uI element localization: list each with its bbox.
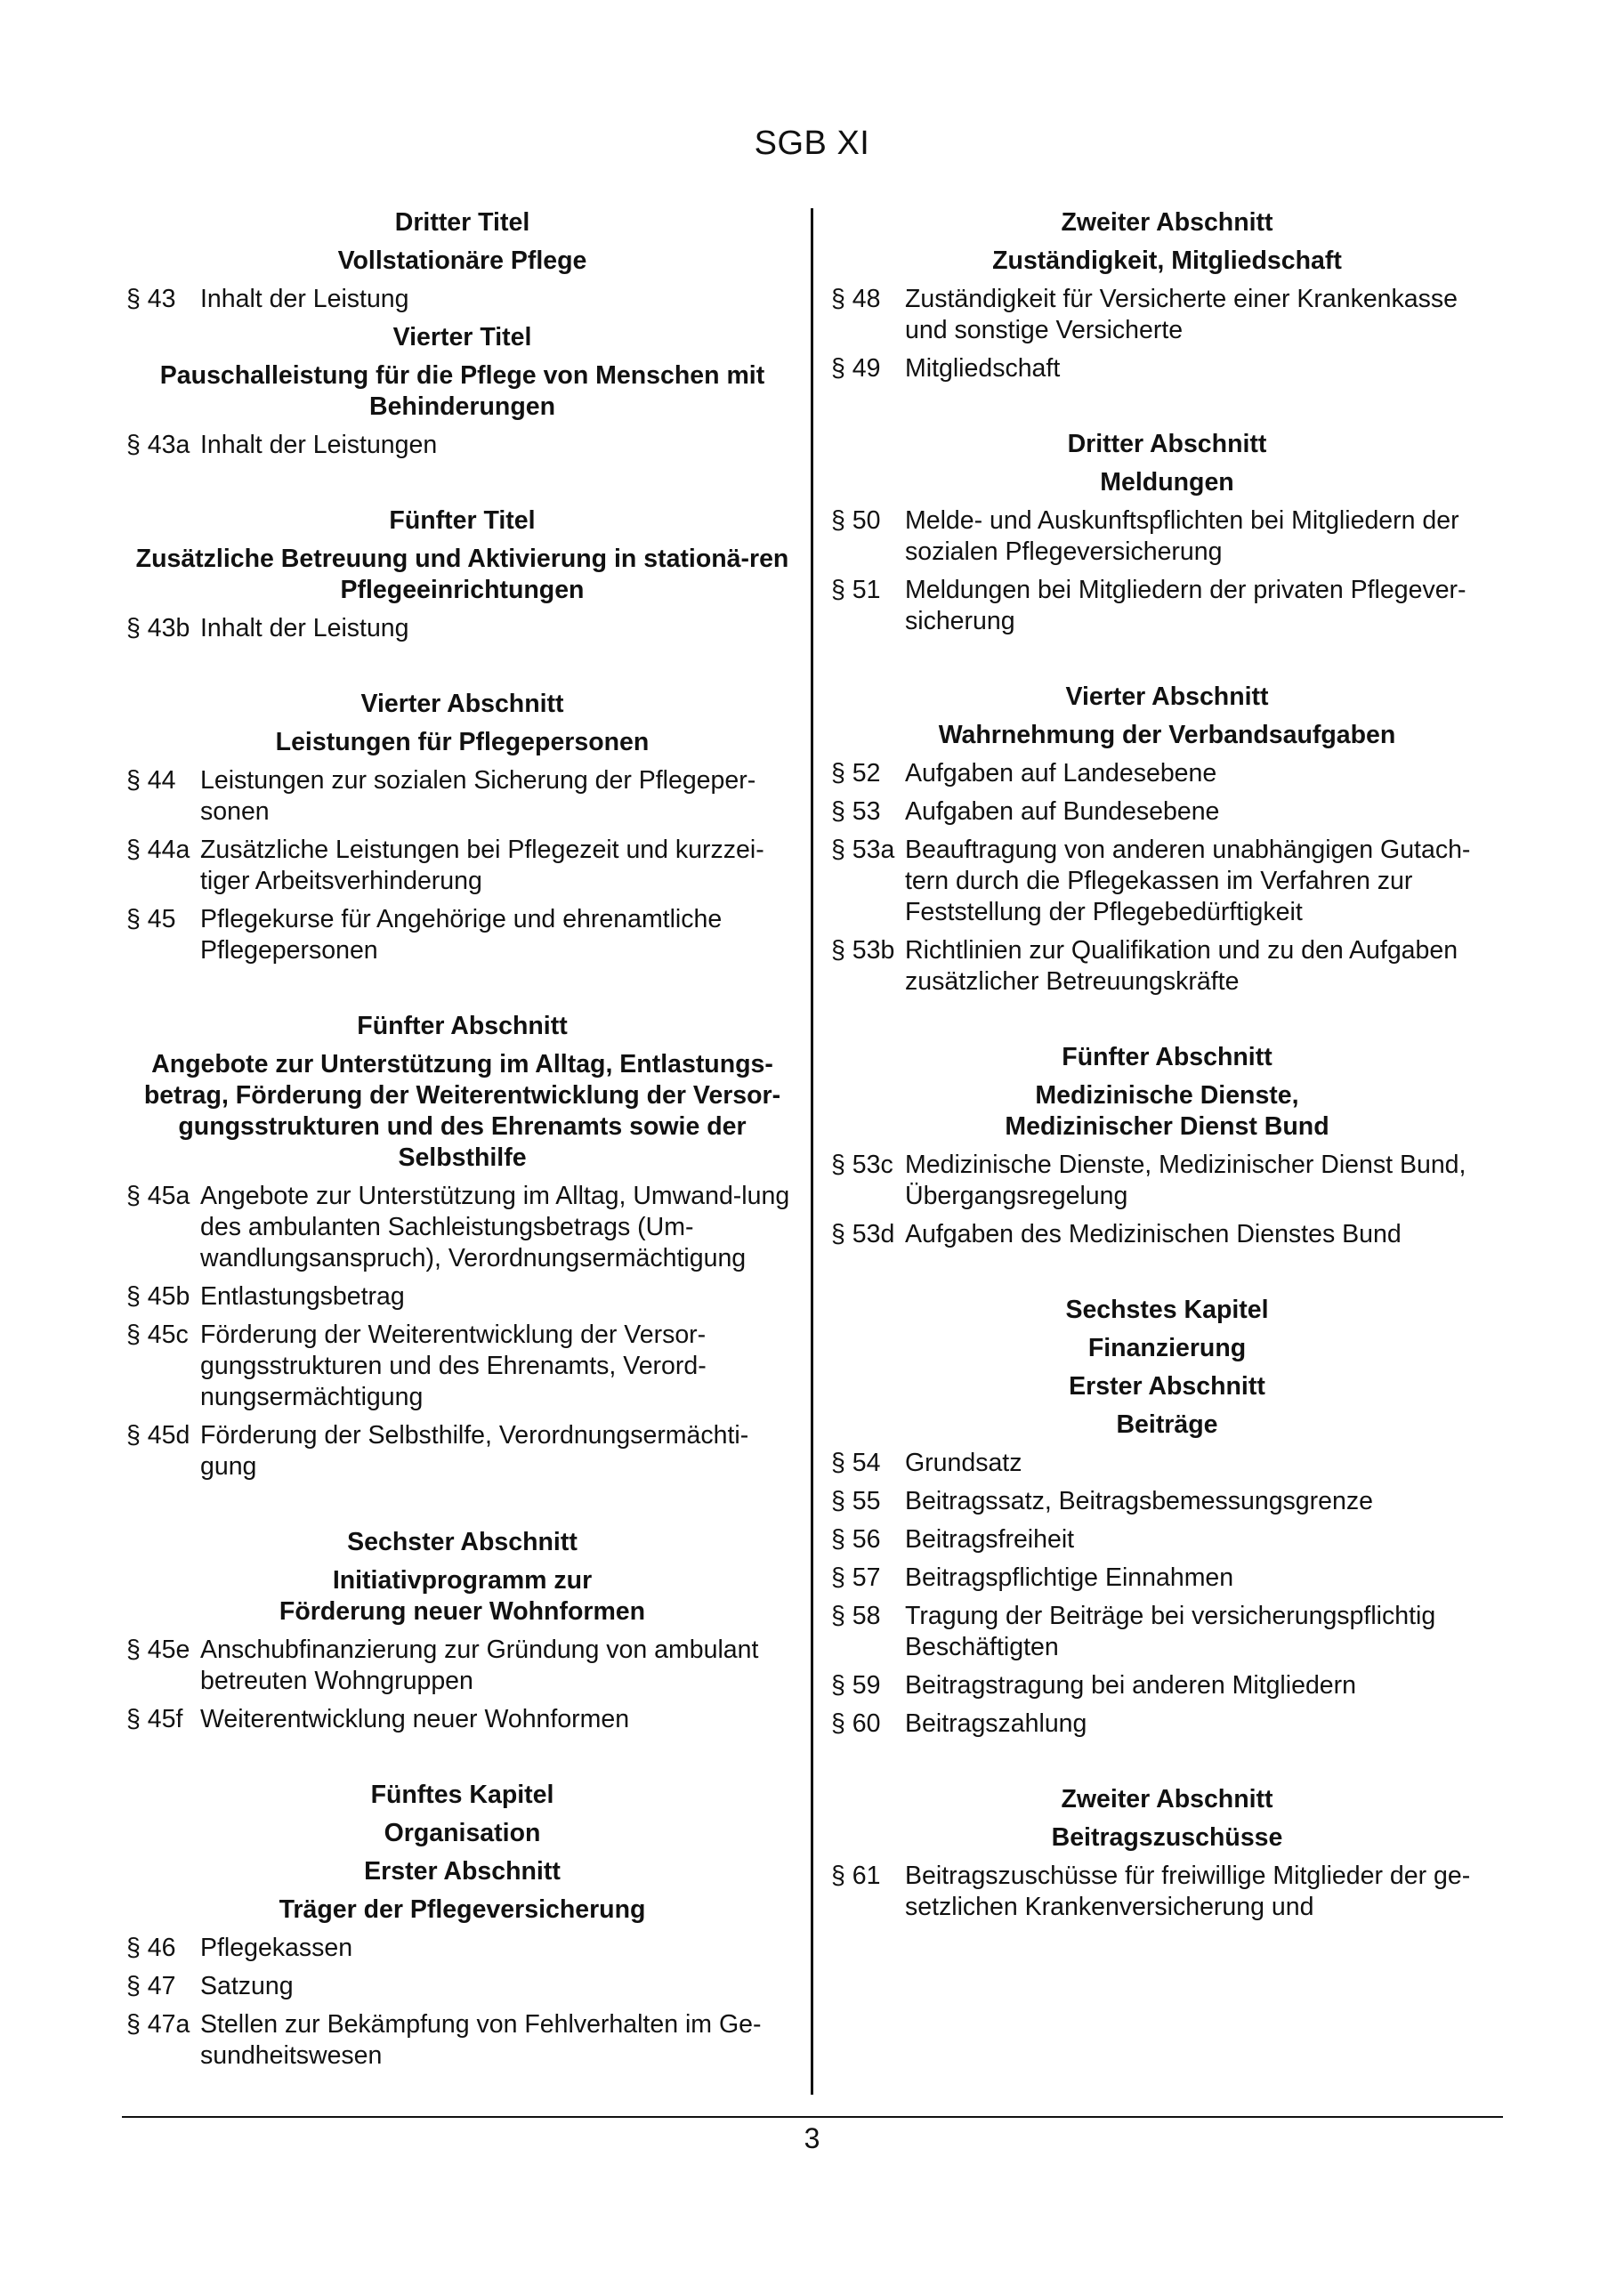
toc-entry xyxy=(126,1933,798,1964)
toc-entry xyxy=(831,575,1503,637)
paragraph-title: Angebote zur Unterstützung im Alltag, Umwand-lung des ambulanten Sachleistungsbetrags (Um-wandlungsanspruch), Verordnungsermächtigung xyxy=(200,1182,790,1272)
toc-entry xyxy=(831,353,1503,384)
section-gap xyxy=(126,1742,798,1780)
paragraph-number: § 45f xyxy=(126,1705,183,1733)
column-divider xyxy=(811,208,813,2095)
toc-entry xyxy=(126,904,798,966)
section-heading: Wahrnehmung der Verbandsaufgaben xyxy=(938,721,1396,749)
paragraph-number: § 49 xyxy=(831,354,881,383)
paragraph-title: Beitragstragung bei anderen Mitgliedern xyxy=(905,1671,1356,1700)
paragraph-title: Entlastungsbetrag xyxy=(200,1282,405,1311)
paragraph-title: Inhalt der Leistung xyxy=(200,614,409,642)
section-heading: Fünftes Kapitel xyxy=(370,1781,554,1809)
toc-entry xyxy=(126,1704,798,1735)
paragraph-title: Beitragsfreiheit xyxy=(905,1525,1075,1554)
paragraph-title: Förderung der Weiterentwicklung der Versor-gungsstrukturen und des Ehrenamts, Verord-nungsermächtigung xyxy=(200,1321,707,1411)
toc-entry xyxy=(831,505,1503,568)
paragraph-number: § 60 xyxy=(831,1709,881,1738)
section-heading: Fünfter Abschnitt xyxy=(357,1012,568,1040)
toc-entry xyxy=(831,1219,1503,1250)
paragraph-title: Beitragssatz, Beitragsbemessungsgrenze xyxy=(905,1487,1373,1515)
section-heading: Sechster Abschnitt xyxy=(347,1528,578,1556)
paragraph-number: § 45b xyxy=(126,1282,190,1311)
paragraph-title: Meldungen bei Mitgliedern der privaten Pflegever-sicherung xyxy=(905,576,1466,635)
toc-entry xyxy=(831,1150,1503,1212)
section-heading: Meldungen xyxy=(1100,468,1234,497)
section-gap xyxy=(831,1257,1503,1295)
section-heading: Zweiter Abschnitt xyxy=(1061,1785,1273,1814)
section-heading: Zusätzliche Betreuung und Aktivierung in stationä-ren Pflegeeinrichtungen xyxy=(135,545,789,604)
paragraph-title: Aufgaben des Medizinischen Dienstes Bund xyxy=(905,1220,1402,1248)
paragraph-title: Zusätzliche Leistungen bei Pflegezeit und kurzzei-tiger Arbeitsverhinderung xyxy=(200,836,764,895)
section-heading: Leistungen für Pflegepersonen xyxy=(275,728,650,756)
toc-entry xyxy=(831,758,1503,789)
paragraph-number: § 53c xyxy=(831,1151,893,1179)
paragraph-title: Aufgaben auf Bundesebene xyxy=(905,797,1220,826)
paragraph-number: § 53b xyxy=(831,936,895,965)
paragraph-title: Aufgaben auf Landesebene xyxy=(905,759,1217,788)
section-gap xyxy=(831,1005,1503,1042)
paragraph-title: Medizinische Dienste, Medizinischer Dienst Bund, Übergangsregelung xyxy=(905,1151,1466,1210)
paragraph-title: Anschubfinanzierung zur Gründung von ambulant betreuten Wohngruppen xyxy=(200,1636,759,1695)
paragraph-title: Satzung xyxy=(200,1972,294,2000)
section-heading: Initiativprogramm zur Förderung neuer Wohnformen xyxy=(279,1566,646,1626)
paragraph-title: Grundsatz xyxy=(905,1449,1022,1477)
paragraph-title: Richtlinien zur Qualifikation und zu den Aufgaben zusätzlicher Betreuungskräfte xyxy=(905,936,1458,996)
paragraph-number: § 46 xyxy=(126,1934,176,1962)
section-gap xyxy=(831,392,1503,429)
section-gap xyxy=(126,973,798,1011)
paragraph-number: § 61 xyxy=(831,1862,881,1890)
paragraph-title: Beauftragung von anderen unabhängigen Gutach-tern durch die Pflegekassen im Verfahren zur Feststellung der Pflegebedürftigkeit xyxy=(905,836,1471,926)
paragraph-number: § 58 xyxy=(831,1602,881,1630)
paragraph-title: Inhalt der Leistung xyxy=(200,285,409,313)
paragraph-title: Tragung der Beiträge bei versicherungspflichtig Beschäftigten xyxy=(905,1602,1436,1661)
section-heading: Sechstes Kapitel xyxy=(1065,1296,1269,1324)
toc-entry xyxy=(831,935,1503,998)
toc-entry xyxy=(126,1320,798,1413)
paragraph-number: § 54 xyxy=(831,1449,881,1477)
section-heading: Pauschalleistung für die Pflege von Menschen mit Behinderungen xyxy=(159,361,765,421)
section-heading: Dritter Titel xyxy=(394,208,530,237)
section-heading: Finanzierung xyxy=(1087,1334,1247,1362)
paragraph-number: § 52 xyxy=(831,759,881,788)
footer-rule xyxy=(122,2116,1503,2118)
paragraph-title: Leistungen zur sozialen Sicherung der Pflegeper-sonen xyxy=(200,766,756,826)
section-heading: Vierter Abschnitt xyxy=(360,690,564,718)
toc-entry xyxy=(831,1448,1503,1479)
toc-entry xyxy=(831,1601,1503,1663)
toc-entry xyxy=(126,1971,798,2002)
toc-entry xyxy=(126,284,798,315)
left-column xyxy=(126,207,798,2079)
paragraph-number: § 43 xyxy=(126,285,176,313)
section-gap xyxy=(126,1490,798,1527)
toc-entry xyxy=(831,1524,1503,1555)
section-heading: Zuständigkeit, Mitgliedschaft xyxy=(992,246,1342,275)
section-heading: Vollstationäre Pflege xyxy=(337,246,587,275)
section-gap xyxy=(126,651,798,689)
paragraph-title: Beitragszahlung xyxy=(905,1709,1087,1738)
toc-entry xyxy=(126,2009,798,2072)
toc-entry xyxy=(831,1861,1503,1923)
toc-entry xyxy=(126,765,798,828)
section-gap xyxy=(831,644,1503,682)
paragraph-title: Mitgliedschaft xyxy=(905,354,1061,383)
paragraph-title: Stellen zur Bekämpfung von Fehlverhalten im Ge-sundheitswesen xyxy=(200,2010,762,2070)
toc-entry xyxy=(126,835,798,897)
paragraph-title: Weiterentwicklung neuer Wohnformen xyxy=(200,1705,630,1733)
toc-entry xyxy=(126,1635,798,1697)
section-heading: Fünfter Abschnitt xyxy=(1062,1043,1273,1071)
section-heading: Medizinische Dienste, Medizinischer Dienst Bund xyxy=(1005,1081,1329,1141)
toc-entry xyxy=(126,1420,798,1482)
toc-entry xyxy=(831,835,1503,928)
toc-entry xyxy=(831,1486,1503,1517)
toc-entry xyxy=(126,1181,798,1274)
paragraph-number: § 45d xyxy=(126,1421,190,1450)
section-gap xyxy=(126,468,798,505)
paragraph-title: Pflegekurse für Angehörige und ehrenamtliche Pflegepersonen xyxy=(200,905,723,965)
paragraph-title: Zuständigkeit für Versicherte einer Krankenkasse und sonstige Versicherte xyxy=(905,285,1458,344)
toc-entry xyxy=(831,1708,1503,1740)
section-heading: Träger der Pflegeversicherung xyxy=(279,1895,646,1924)
paragraph-number: § 45 xyxy=(126,905,176,933)
paragraph-number: § 56 xyxy=(831,1525,881,1554)
section-heading: Beitragszuschüsse xyxy=(1051,1823,1283,1852)
paragraph-number: § 53d xyxy=(831,1220,895,1248)
toc-entry xyxy=(831,796,1503,828)
paragraph-number: § 47 xyxy=(126,1972,176,2000)
toc-entry xyxy=(126,1281,798,1313)
paragraph-number: § 47a xyxy=(126,2010,190,2039)
section-heading: Vierter Abschnitt xyxy=(1065,683,1269,711)
paragraph-number: § 43b xyxy=(126,614,190,642)
paragraph-number: § 45e xyxy=(126,1636,190,1664)
paragraph-number: § 57 xyxy=(831,1563,881,1592)
paragraph-number: § 44a xyxy=(126,836,190,864)
toc-entry xyxy=(126,613,798,644)
paragraph-number: § 53a xyxy=(831,836,895,864)
section-heading: Beiträge xyxy=(1116,1410,1218,1439)
paragraph-number: § 51 xyxy=(831,576,881,604)
toc-entry xyxy=(831,284,1503,346)
section-heading: Zweiter Abschnitt xyxy=(1061,208,1273,237)
paragraph-title: Inhalt der Leistungen xyxy=(200,431,438,459)
paragraph-number: § 55 xyxy=(831,1487,881,1515)
section-heading: Vierter Titel xyxy=(392,323,532,351)
section-heading: Erster Abschnitt xyxy=(1069,1372,1265,1401)
paragraph-number: § 44 xyxy=(126,766,176,795)
paragraph-number: § 59 xyxy=(831,1671,881,1700)
page-title: SGB XI xyxy=(754,125,870,162)
section-heading: Organisation xyxy=(384,1819,541,1847)
paragraph-title: Beitragszuschüsse für freiwillige Mitglieder der ge-setzlichen Krankenversicherung und xyxy=(905,1862,1471,1921)
toc-entry xyxy=(126,430,798,461)
paragraph-title: Melde- und Auskunftspflichten bei Mitgliedern der sozialen Pflegeversicherung xyxy=(905,506,1459,566)
paragraph-number: § 43a xyxy=(126,431,190,459)
paragraph-title: Förderung der Selbsthilfe, Verordnungsermächti-gung xyxy=(200,1421,749,1481)
paragraph-number: § 50 xyxy=(831,506,881,535)
paragraph-number: § 53 xyxy=(831,797,881,826)
section-heading: Erster Abschnitt xyxy=(364,1857,561,1886)
paragraph-title: Pflegekassen xyxy=(200,1934,353,1962)
right-column xyxy=(831,207,1503,1930)
paragraph-title: Beitragspflichtige Einnahmen xyxy=(905,1563,1234,1592)
page-number: 3 xyxy=(804,2122,820,2154)
section-gap xyxy=(831,1747,1503,1784)
paragraph-number: § 45a xyxy=(126,1182,190,1210)
section-heading: Dritter Abschnitt xyxy=(1067,430,1267,458)
paragraph-number: § 48 xyxy=(831,285,881,313)
toc-entry xyxy=(831,1563,1503,1594)
toc-entry xyxy=(831,1670,1503,1701)
section-heading: Angebote zur Unterstützung im Alltag, Entlastungs-betrag, Förderung der Weiterentwicklung der Versor-gungsstrukturen und des Ehrenamts sowie der Selbsthilfe xyxy=(143,1050,781,1172)
section-heading: Fünfter Titel xyxy=(389,506,536,535)
paragraph-number: § 45c xyxy=(126,1321,189,1349)
